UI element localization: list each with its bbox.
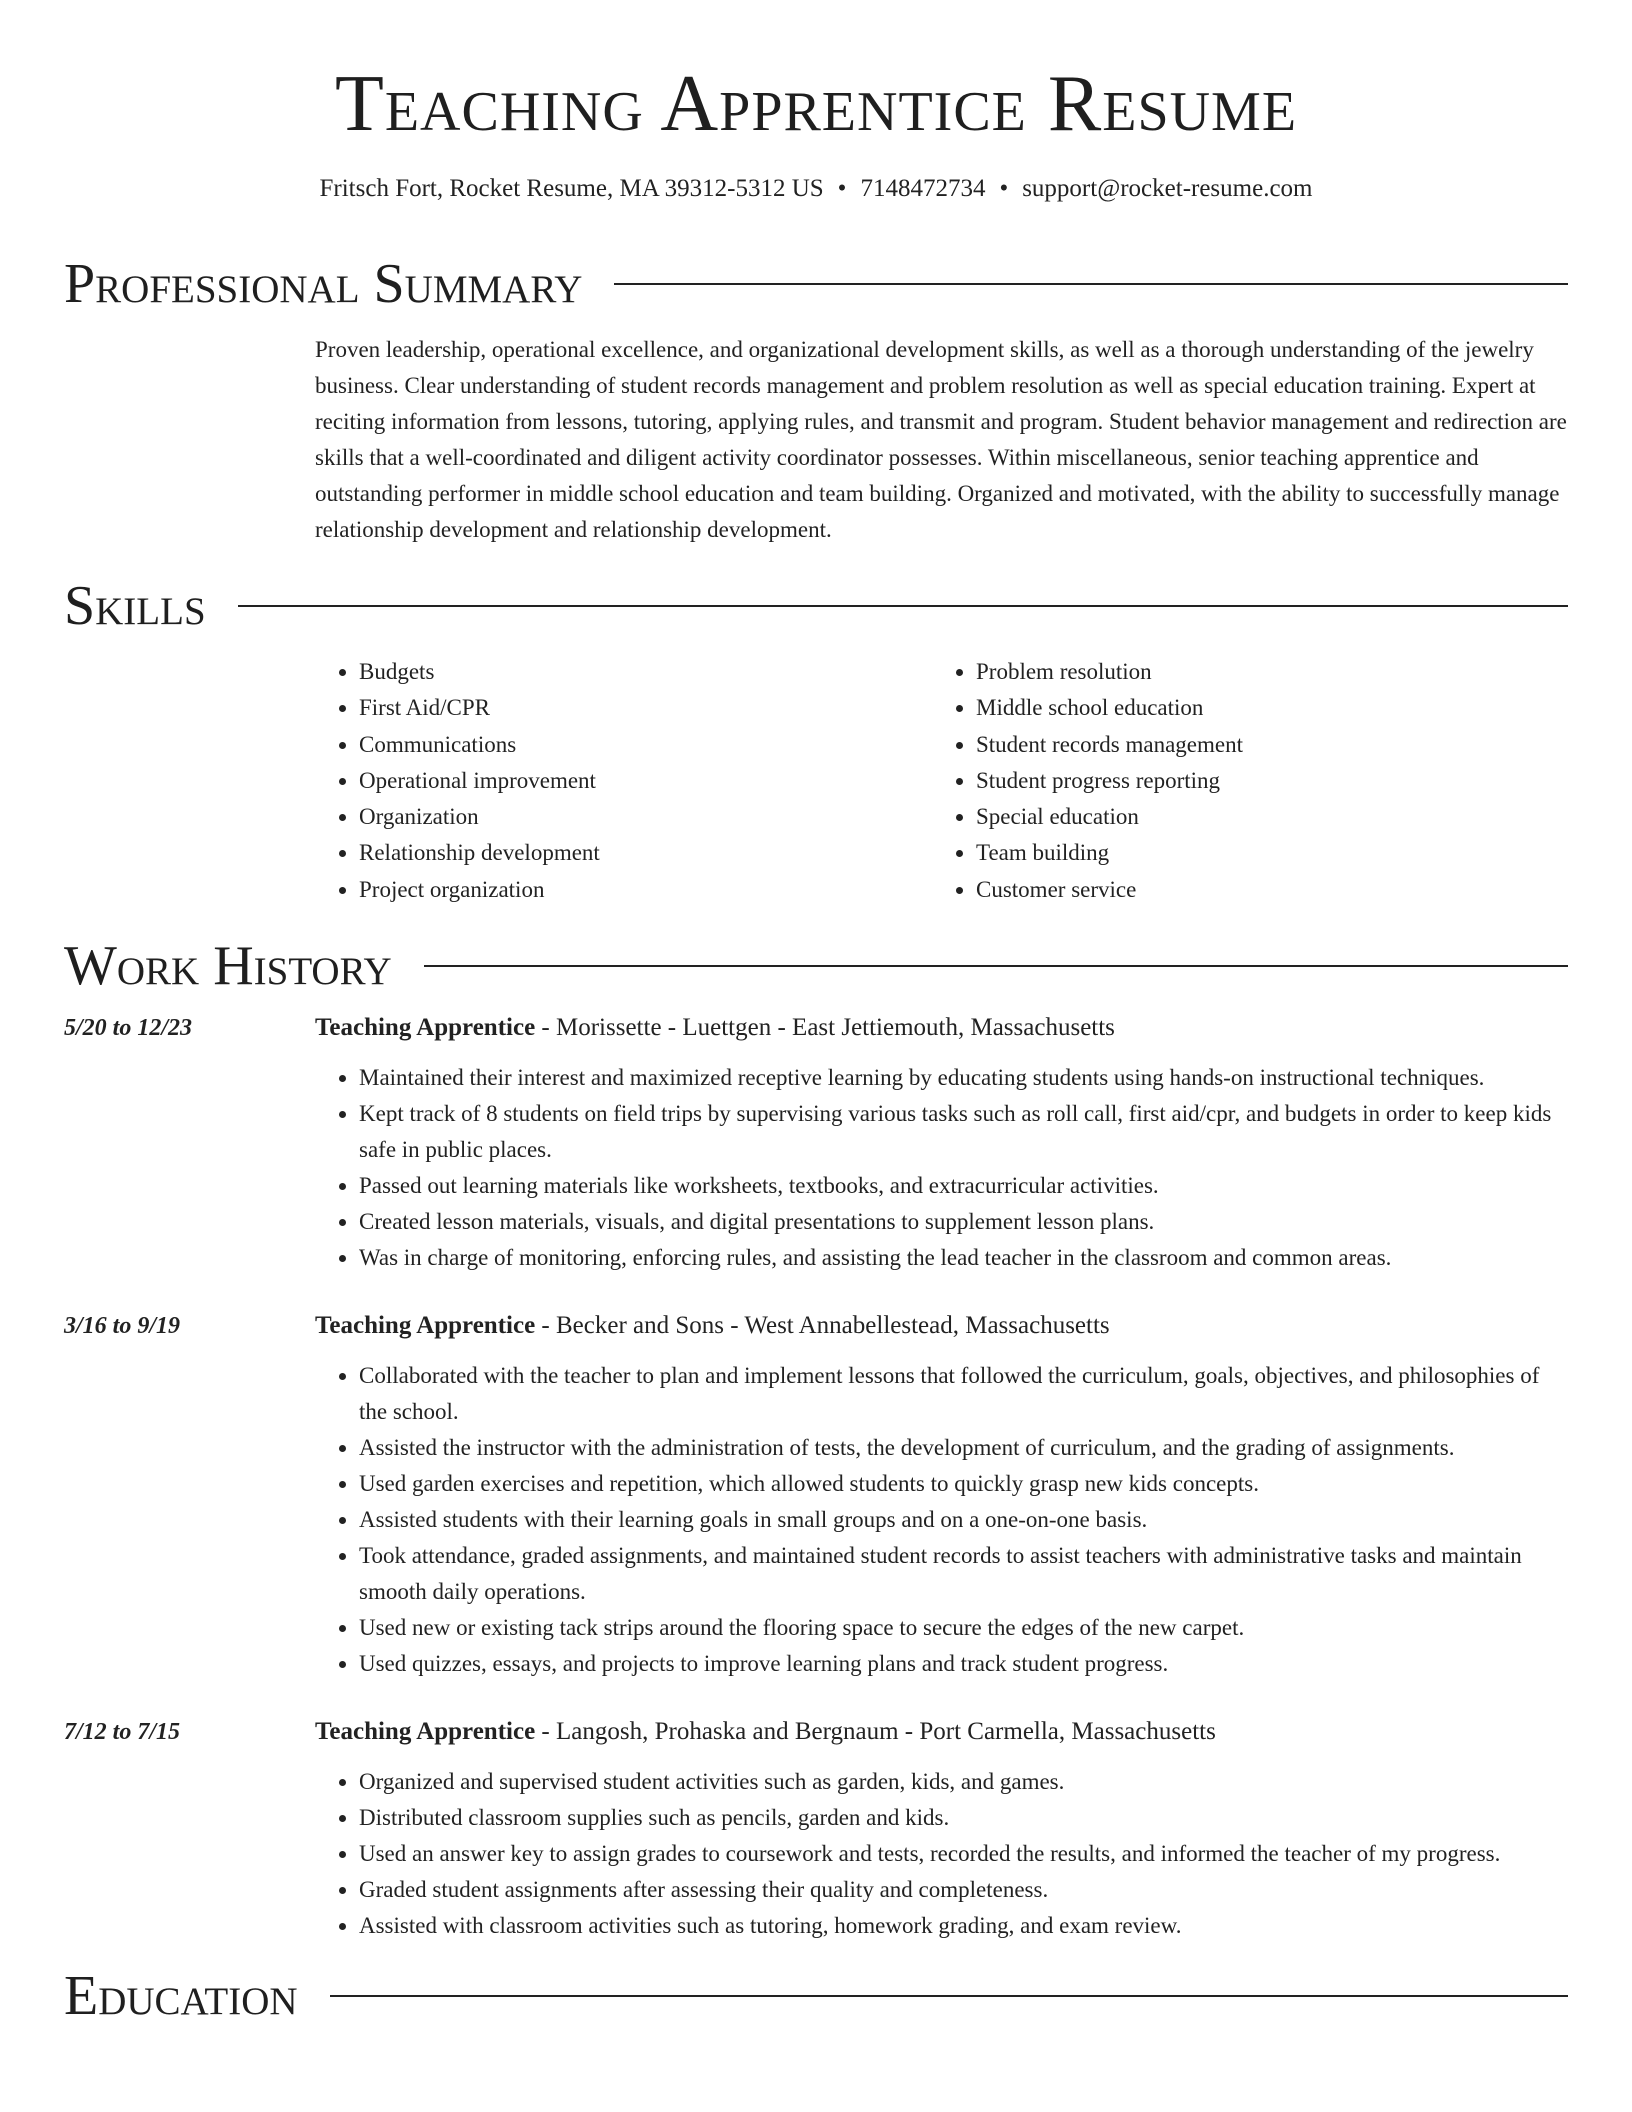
skill-item: • Team building [976,835,1549,871]
summary-section-header [64,253,1568,315]
resume-title: Teaching Apprentice Resume [334,60,1298,148]
skill-item: • Communications [359,727,932,763]
job-heading [315,1714,1568,1750]
job-role: Teaching Apprentice [315,1718,536,1746]
contact-phone: 7148472734 [860,175,986,202]
job-dates: 7/12 to 7/15 [64,1719,181,1746]
skill-item: • Operational improvement [359,763,932,799]
education-heading: Education [64,1965,298,2028]
job-bullet: • Assisted students with their learning goals in small groups and on a one-on-one basis. [359,1502,1568,1538]
job-bullet: • Passed out learning materials like worksheets, textbooks, and extracurricular activities. [359,1168,1568,1204]
education-section-header [64,1965,1568,2028]
job-employer: - Becker and Sons - West Annabellestead, Massachusetts [535,1312,1110,1340]
job-entry [64,1010,1568,1276]
job-bullet: • Created lesson materials, visuals, and digital presentations to supplement lesson plans. [359,1204,1568,1240]
job-bullet: • Distributed classroom supplies such as pencils, garden and kids. [359,1800,1568,1836]
job-bullet: • Graded student assignments after assessing their quality and completeness. [359,1872,1568,1908]
job-bullets [315,1060,1568,1276]
job-bullet: • Took attendance, graded assignments, and maintained student records to assist teachers with administrative tasks and maintain smooth daily operations. [359,1538,1568,1610]
job-heading [315,1308,1568,1344]
contact-line [64,174,1568,204]
job-heading [315,1010,1568,1046]
contact-separator: • [999,175,1009,202]
job-entry [64,1308,1568,1682]
skills-list [315,654,1568,908]
job-bullet: • Used garden exercises and repetition, which allowed students to quickly grasp new kids concepts. [359,1466,1568,1502]
resume-page [64,0,1568,2028]
job-body [315,1010,1568,1276]
job-bullet: • Used an answer key to assign grades to coursework and tests, recorded the results, and informed the teacher of my progress. [359,1836,1568,1872]
job-bullet: • Assisted with classroom activities such as tutoring, homework grading, and exam review. [359,1908,1568,1944]
job-bullet: • Was in charge of monitoring, enforcing rules, and assisting the lead teacher in the classroom and common areas. [359,1240,1568,1276]
section-divider [330,1995,1568,1997]
job-bullet: • Maintained their interest and maximized receptive learning by educating students using hands-on instructional techniques. [359,1060,1568,1096]
job-bullet: • Used quizzes, essays, and projects to improve learning plans and track student progress. [359,1646,1568,1682]
summary-text: Proven leadership, operational excellence, and organizational development skills, as well as a thorough understanding of the jewelry business. Clear understanding of student records management and problem resolution as well as special education training. Expert at reciting information from lessons, tutoring, applying rules, and transmit and program. Student behavior management and redirection are skills that a well-coordinated and diligent activity coordinator possesses. Within miscellaneous, senior teaching apprentice and outstanding performer in middle school education and team building. Organized and motivated, with the ability to successfully manage relationship development and relationship development. [315,337,1567,542]
job-bullet: • Organized and supervised student activities such as garden, kids, and games. [359,1764,1568,1800]
work-section-header [64,935,1568,998]
summary-heading: Professional Summary [64,253,583,315]
skill-item: • Relationship development [359,835,932,871]
skill-item: • Middle school education [976,690,1549,726]
job-bullets [315,1358,1568,1682]
section-divider [614,283,1568,285]
contact-address: Fritsch Fort, Rocket Resume, MA 39312-5312 US [319,175,824,202]
job-role: Teaching Apprentice [315,1014,536,1042]
skills-column-left [315,654,932,908]
contact-separator: • [837,175,847,202]
skill-item: • Customer service [976,872,1549,908]
skill-item: • Student progress reporting [976,763,1549,799]
skill-item: • Student records management [976,727,1549,763]
job-bullet: • Kept track of 8 students on field trips by supervising various tasks such as roll call, first aid/cpr, and budgets in order to keep kids safe in public places. [359,1096,1568,1168]
skill-item: • Organization [359,799,932,835]
job-entry [64,1714,1568,1944]
contact-email: support@rocket-resume.com [1022,175,1313,202]
work-heading: Work History [64,935,392,998]
job-dates: 3/16 to 9/19 [64,1313,181,1340]
section-divider [424,965,1568,967]
job-body [315,1714,1568,1944]
skills-column-right [932,654,1549,908]
job-employer: - Morissette - Luettgen - East Jettiemouth, Massachusetts [535,1014,1115,1042]
job-body [315,1308,1568,1682]
job-bullet: • Collaborated with the teacher to plan and implement lessons that followed the curriculum, goals, objectives, and philosophies of the school. [359,1358,1568,1430]
job-bullets [315,1764,1568,1944]
job-role: Teaching Apprentice [315,1312,536,1340]
skill-item: • First Aid/CPR [359,690,932,726]
skills-section-header [64,575,1568,637]
skill-item: • Problem resolution [976,654,1549,690]
skill-item: • Project organization [359,872,932,908]
skills-heading: Skills [64,575,206,637]
job-bullet: • Assisted the instructor with the administration of tests, the development of curriculum, and the grading of assignments. [359,1430,1568,1466]
job-dates: 5/20 to 12/23 [64,1015,193,1042]
skill-item: • Special education [976,799,1549,835]
job-employer: - Langosh, Prohaska and Bergnaum - Port Carmella, Massachusetts [535,1718,1216,1746]
job-bullet: • Used new or existing tack strips around the flooring space to secure the edges of the new carpet. [359,1610,1568,1646]
section-divider [238,605,1568,607]
skill-item: • Budgets [359,654,932,690]
